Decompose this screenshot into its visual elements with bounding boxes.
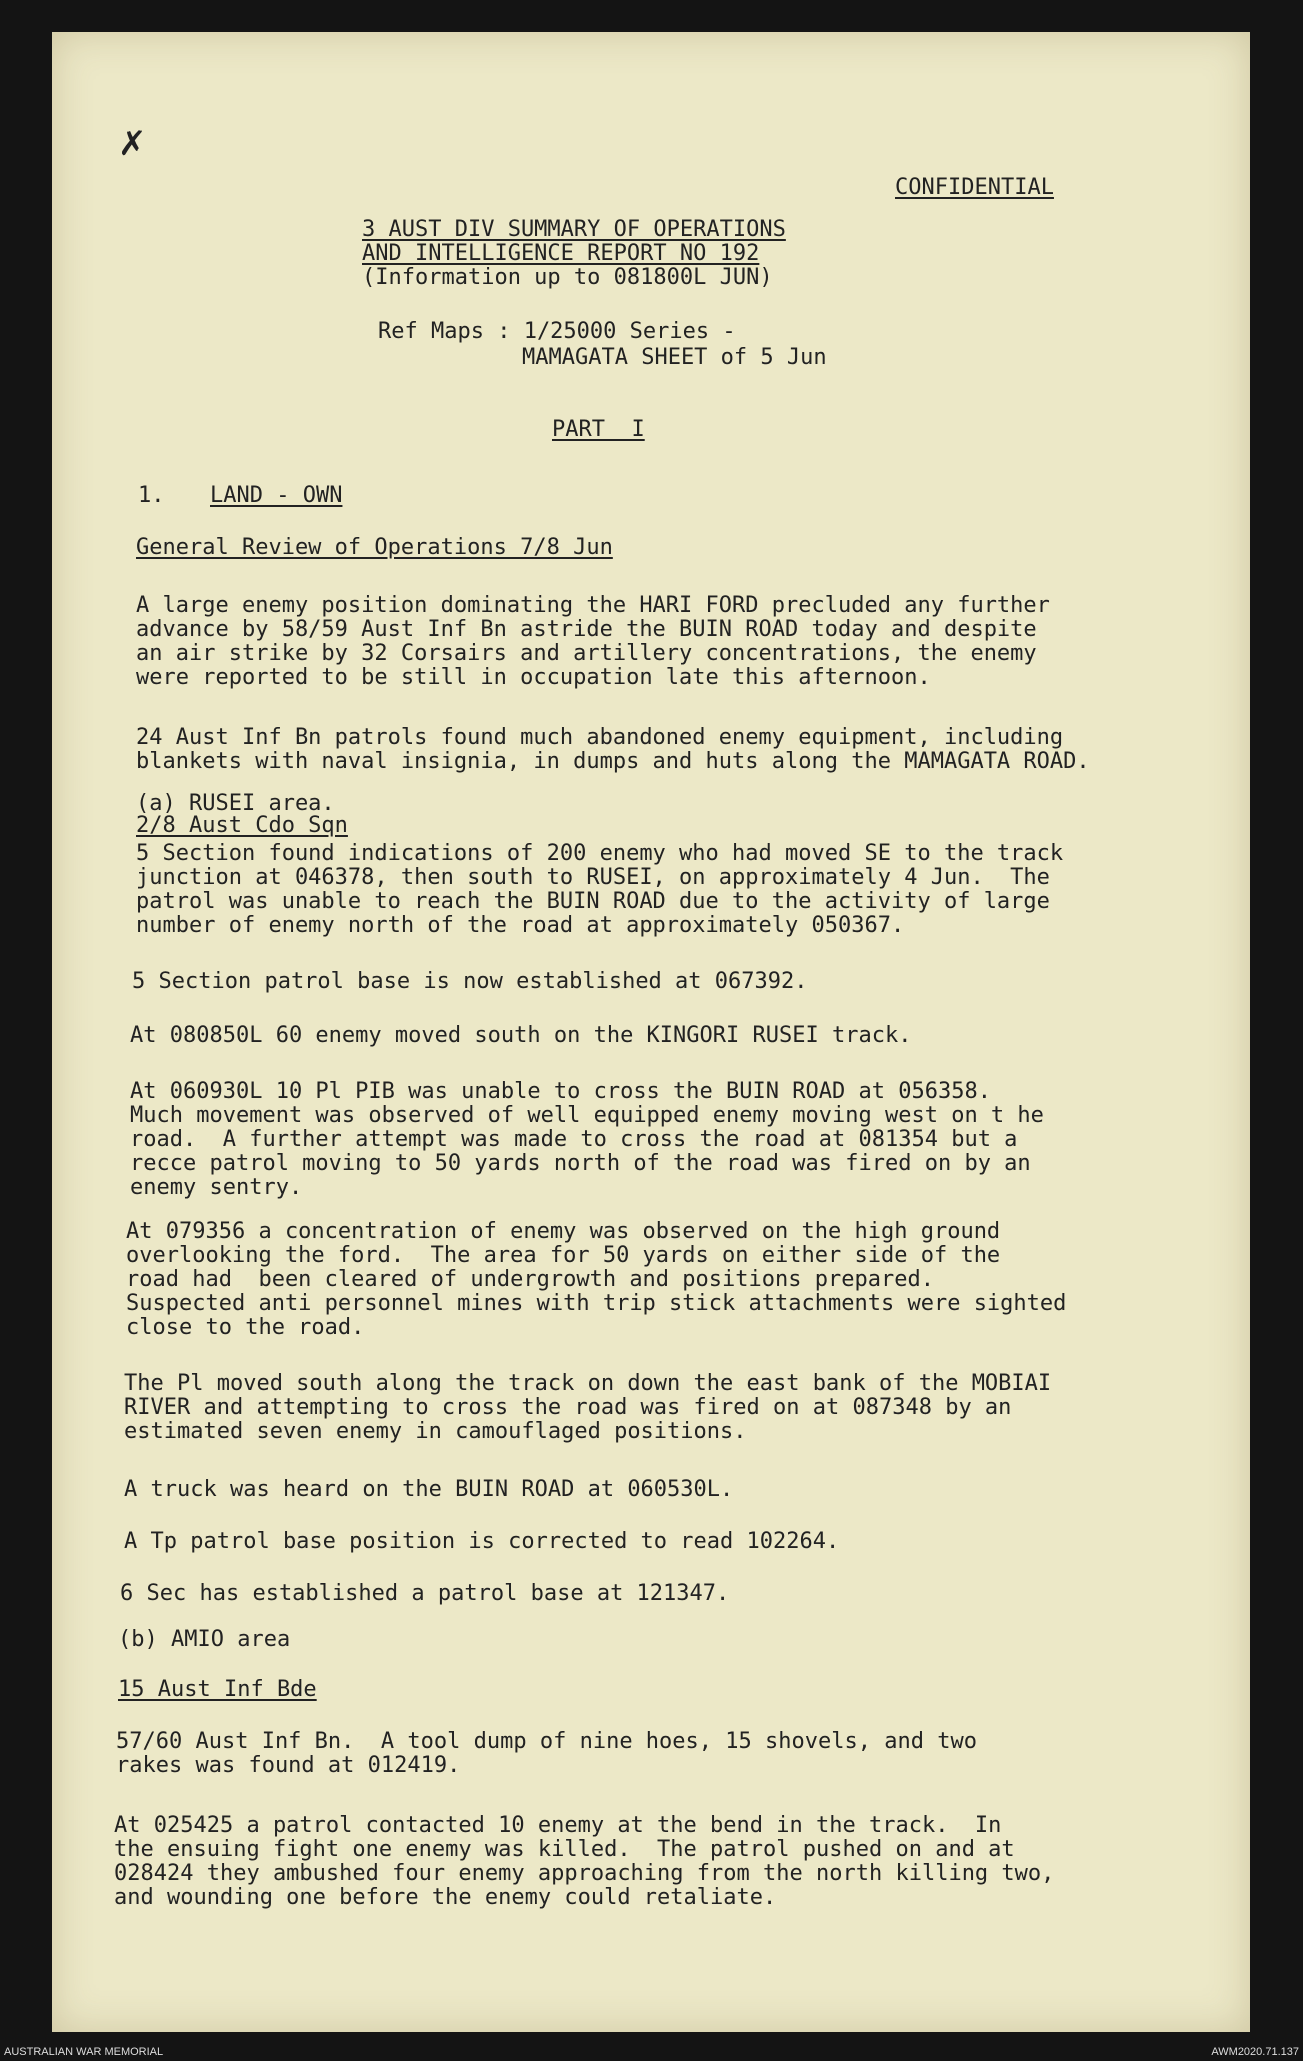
paragraph-patrol-contact: [114, 1814, 1054, 1910]
text-line: the ensuing fight one enemy was killed. The patrol pushed on and at: [114, 1837, 1015, 1862]
text-line: At 060930L 10 Pl PIB was unable to cross the BUIN ROAD at 056358.: [130, 1079, 991, 1104]
text-line: were reported to be still in occupation late this afternoon.: [136, 665, 931, 690]
text-line: number of enemy north of the road at approximately 050367.: [136, 913, 905, 938]
paragraph-mobiai-river: [124, 1372, 1051, 1444]
bleed-through-text: [860, 258, 1160, 498]
title-line-1: 3 AUST DIV SUMMARY OF OPERATIONS: [362, 217, 786, 242]
text-line: an air strike by 32 Corsairs and artillery concentrations, the enemy: [136, 641, 1037, 666]
text-line: 5 Section found indications of 200 enemy who had moved SE to the track: [136, 841, 1064, 866]
section-title: LAND - OWN: [210, 483, 343, 508]
title-line-2: AND INTELLIGENCE REPORT NO 192: [362, 241, 760, 266]
text-line: The Pl moved south along the track on down the east bank of the MOBIAI: [124, 1371, 1052, 1396]
text-line: road had been cleared of undergrowth and positions prepared.: [126, 1267, 934, 1292]
footer-accession-number: AWM2020.71.137: [1211, 2046, 1299, 2058]
text-line: rakes was found at 012419.: [116, 1753, 461, 1778]
text-line: and wounding one before the enemy could retaliate.: [114, 1885, 777, 1910]
text-line: junction at 046378, then south to RUSEI, on approximately 4 Jun. The: [136, 865, 1050, 890]
text-line: A large enemy position dominating the HARI FORD precluded any further: [136, 593, 1050, 618]
text-line: road. A further attempt was made to cross the road at 081354 but a: [130, 1127, 1018, 1152]
handwritten-mark: ✗: [118, 124, 147, 164]
paragraph-enemy-south: At 080850L 60 enemy moved south on the KINGORI RUSEI track.: [130, 1023, 912, 1048]
part-heading: PART I: [552, 417, 645, 442]
text-line: Much movement was observed of well equipped enemy moving west on t he: [130, 1103, 1044, 1128]
text-line: overlooking the ford. The area for 50 yards on either side of the: [126, 1243, 1001, 1268]
paragraph-tp-patrol-base: A Tp patrol base position is corrected to read 102264.: [124, 1529, 840, 1554]
paragraph-pib-crossing: [130, 1080, 1044, 1200]
section-number: 1.: [138, 483, 165, 508]
paragraph-general-review: [136, 594, 1050, 690]
text-line: RIVER and attempting to cross the road was fired on at 087348 by an: [124, 1395, 1012, 1420]
review-heading: General Review of Operations 7/8 Jun: [136, 535, 613, 560]
text-line: recce patrol moving to 50 yards north of the road was fired on by an: [130, 1151, 1031, 1176]
text-line: Suspected anti personnel mines with trip stick attachments were sighted: [126, 1291, 1067, 1316]
title-line-3: (Information up to 081800L JUN): [362, 265, 773, 290]
paragraph-abandoned-equipment: [136, 726, 1090, 774]
text-line: 57/60 Aust Inf Bn. A tool dump of nine hoes, 15 shovels, and two: [116, 1729, 977, 1754]
classification-label: CONFIDENTIAL: [895, 175, 1054, 200]
text-line: advance by 58/59 Aust Inf Bn astride the BUIN ROAD today and despite: [136, 617, 1037, 642]
text-line: estimated seven enemy in camouflaged positions.: [124, 1419, 747, 1444]
text-line: 24 Aust Inf Bn patrols found much abandoned enemy equipment, including: [136, 725, 1064, 750]
text-line: patrol was unable to reach the BUIN ROAD due to the activity of large: [136, 889, 1050, 914]
paragraph-5-section: [136, 842, 1063, 938]
text-line: At 025425 a patrol contacted 10 enemy at the bend in the track. In: [114, 1813, 1002, 1838]
ref-maps-line-2: MAMAGATA SHEET of 5 Jun: [522, 345, 827, 370]
area-a-heading: (a) RUSEI area.: [136, 791, 335, 816]
paragraph-truck: A truck was heard on the BUIN ROAD at 060530L.: [124, 1477, 734, 1502]
text-line: 028424 they ambushed four enemy approaching from the north killing two,: [114, 1861, 1055, 1886]
text-line: At 079356 a concentration of enemy was observed on the high ground: [126, 1219, 1001, 1244]
unit-a-heading: 2/8 Aust Cdo Sqn: [136, 813, 348, 838]
ref-maps-line-1: Ref Maps : 1/25000 Series -: [378, 319, 736, 344]
text-line: close to the road.: [126, 1315, 365, 1340]
paragraph-patrol-base: 5 Section patrol base is now established at 067392.: [132, 969, 808, 994]
paragraph-6-sec: 6 Sec has established a patrol base at 121347.: [120, 1581, 730, 1606]
paragraph-enemy-concentration: [126, 1220, 1066, 1340]
text-line: enemy sentry.: [130, 1175, 303, 1200]
footer-institution: AUSTRALIAN WAR MEMORIAL: [4, 2046, 164, 2058]
paragraph-tool-dump: [116, 1730, 977, 1778]
text-line: blankets with naval insignia, in dumps and huts along the MAMAGATA ROAD.: [136, 749, 1090, 774]
area-b-heading: (b) AMIO area: [118, 1627, 291, 1652]
unit-b-heading: 15 Aust Inf Bde: [118, 1677, 317, 1702]
